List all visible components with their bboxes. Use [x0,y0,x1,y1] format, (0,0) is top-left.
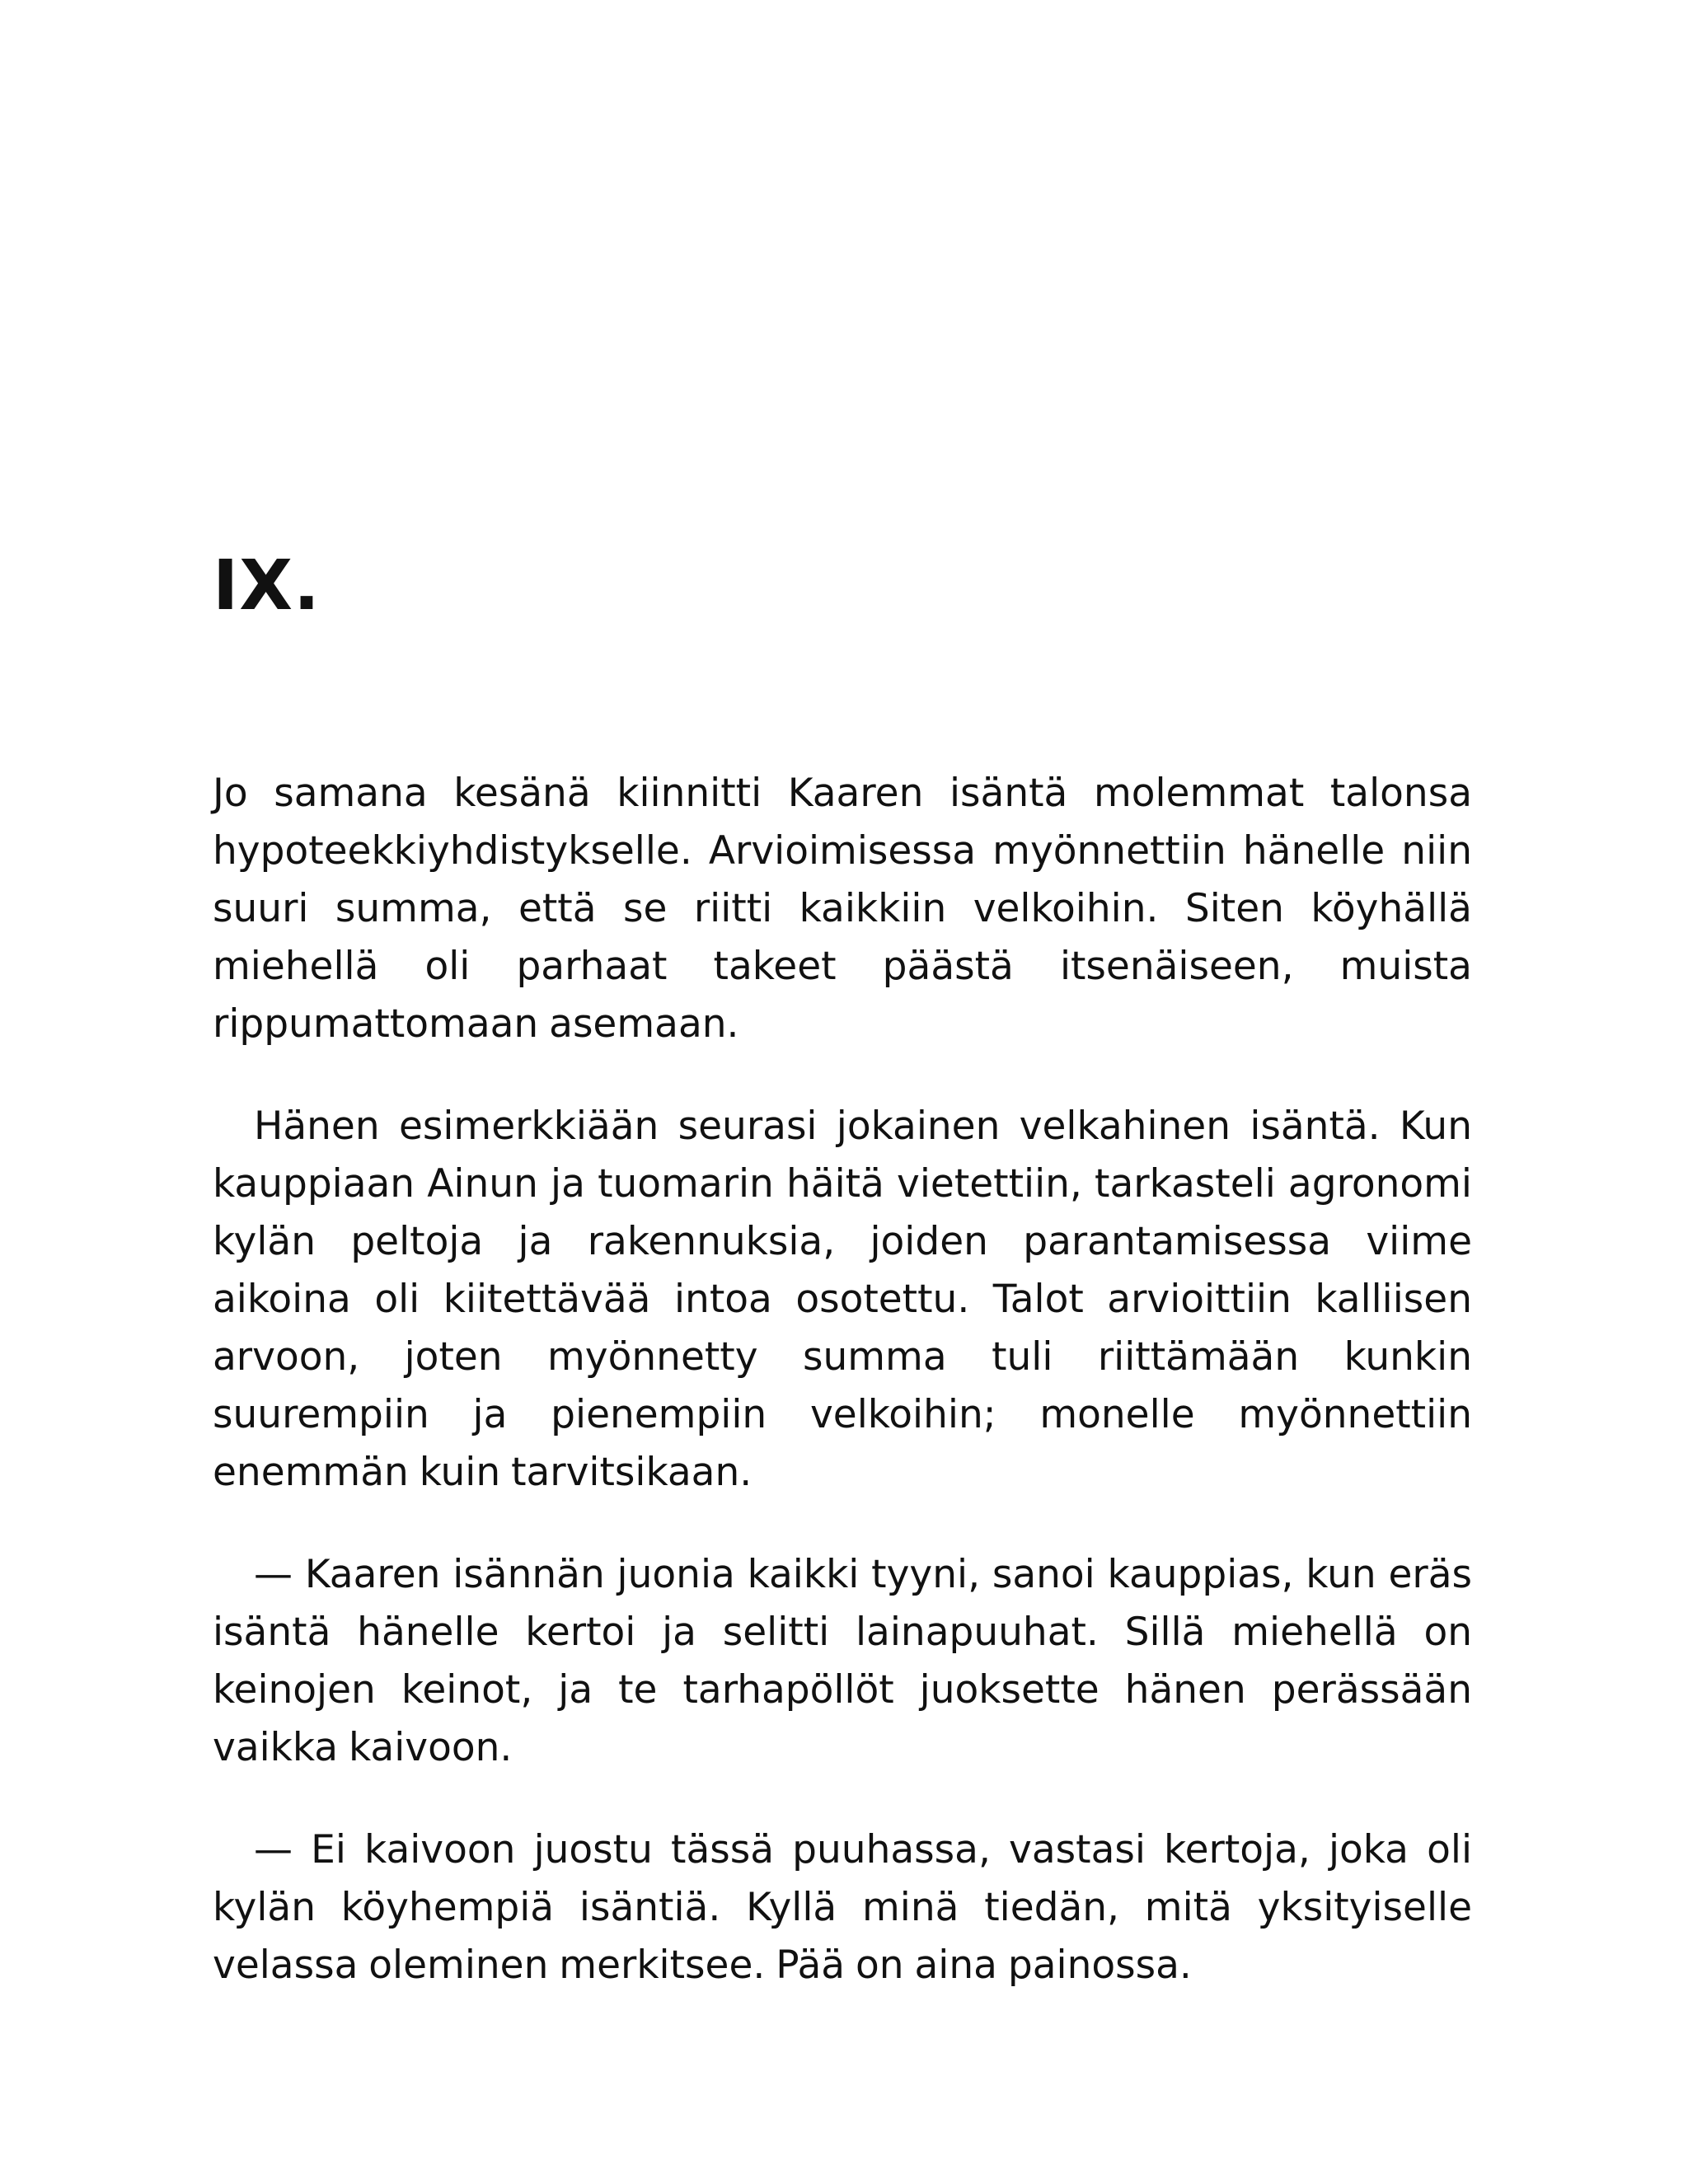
paragraph-2: Hänen esimerkkiään seurasi jokainen velkahinen isäntä. Kun kauppiaan Ainun ja tuomarin häitä vietettiin, tarkasteli agronomi kylän peltoja ja rakennuksia, joiden parantamisessa viime aikoina oli kiitettävää intoa osotettu. Talot arvioittiin kalliisen arvoon, joten myönnetty summa tuli riittämään kunkin suurempiin ja pienempiin velkoihin; monelle myönnettiin enemmän kuin tarvitsikaan. [213,1104,1472,1495]
chapter-body [213,765,1472,2039]
chapter-heading: IX. [213,545,321,626]
paragraph-3: — Kaaren isännän juonia kaikki tyyni, sanoi kauppias, kun eräs isäntä hänelle kertoi ja selitti lainapuuhat. Sillä miehellä on keinojen keinot, ja te tarhapöllöt juoksette hänen perässään vaikka kaivoon. [213,1552,1472,1770]
paragraph-1: Jo samana kesänä kiinnitti Kaaren isäntä molemmat talonsa hypoteekkiyhdistykselle. Arvioimisessa myönnettiin hänelle niin suuri summa, että se riitti kaikkiin velkoihin. Siten köyhällä miehellä oli parhaat takeet päästä itsenäiseen, muista rippumattomaan asemaan. [213,771,1472,1047]
paragraph-4: — Ei kaivoon juostu tässä puuhassa, vastasi kertoja, joka oli kylän köyhempiä isäntiä. Kyllä minä tiedän, mitä yksityiselle velassa oleminen merkitsee. Pää on aina painossa. [213,1827,1472,1988]
book-page [213,0,1472,2184]
